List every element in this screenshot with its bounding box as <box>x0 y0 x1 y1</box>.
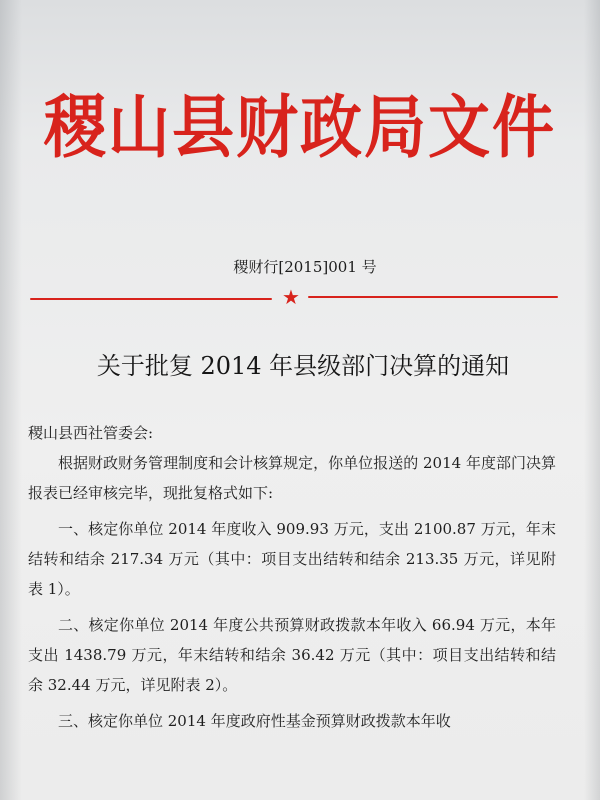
body-paragraph: 三、核定你单位 2014 年度政府性基金预算财政拨款本年收 <box>58 712 451 730</box>
red-divider <box>30 285 558 312</box>
divider-line-left <box>30 298 272 300</box>
body-paragraph: 一、核定你单位 2014 年度收入 909.93 万元，支出 2100.87 万元，年末结转和结余 217.34 万元（其中：项目支出结转和结余 213.35 万元，详见附表 1）。 <box>28 520 556 598</box>
body-paragraph: 根据财政财务管理制度和会计核算规定，你单位报送的 2014 年度部门决算报表已经审核完毕，现批复格式如下: <box>28 454 556 502</box>
divider-line-right <box>308 296 558 298</box>
document-body <box>28 418 556 736</box>
recipient-line: 稷山县西社管委会: <box>28 424 154 442</box>
notice-title: 关于批复 2014 年县级部门决算的通知 <box>96 352 510 380</box>
red-star-icon: ★ <box>282 285 300 309</box>
header-title: 稷山县财政局文件 <box>43 87 556 168</box>
body-paragraph: 二、核定你单位 2014 年度公共预算财政拨款本年收入 66.94 万元，本年支出 1438.79 万元，年末结转和结余 36.42 万元（其中：项目支出结转和结余 32.44 万元，详见附表 2）。 <box>28 616 556 694</box>
document-number: 稷财行[2015]001 号 <box>233 258 377 276</box>
